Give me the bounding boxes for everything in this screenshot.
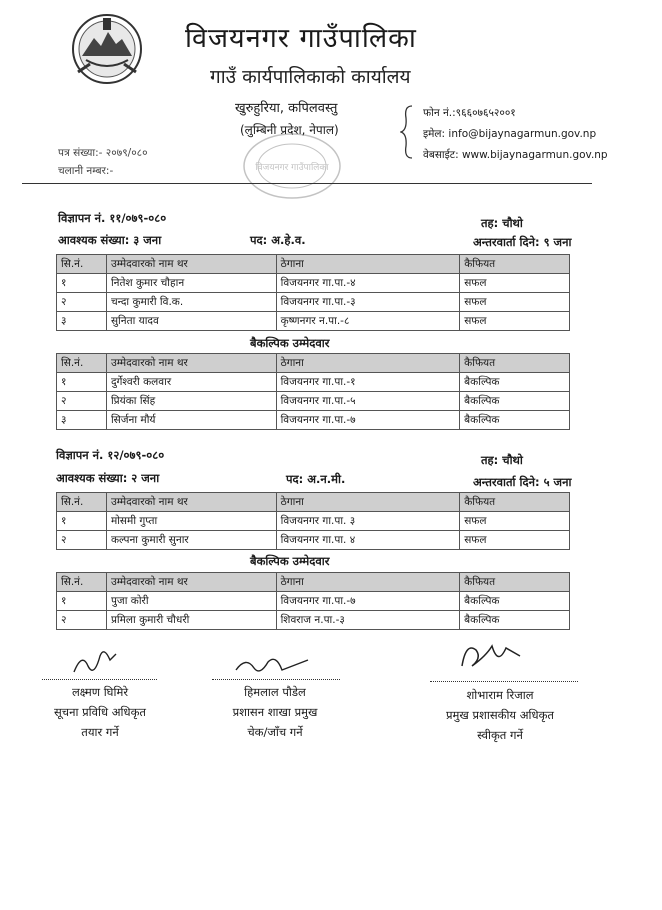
cell-address: विजयनगर गा.पा.-४ [276,274,460,293]
col-remarks: कैफियत [460,255,570,274]
reference-number: पत्र संख्या:- २०७९/०८० [58,147,148,159]
signature-line-1 [42,679,157,680]
cell-remarks: बैकल्पिक [460,373,570,392]
cell-name: दुर्गेश्वरी कलवार [106,373,276,392]
notice1-post: पद: अ.हे.व. [250,233,306,247]
cell-remarks: बैकल्पिक [460,411,570,430]
table-row [57,411,570,430]
notice1-alternate-table [56,353,570,430]
cell-name: प्रमिला कुमारी चौधरी [106,611,276,630]
cell-remarks: सफल [460,293,570,312]
cell-sn: १ [57,592,107,611]
cell-remarks: सफल [460,531,570,550]
col-name: उम्मेदवारको नाम थर [106,493,276,512]
notice2-vigyapan: विज्ञापन नं. १२/०७९-०८० [56,448,165,462]
cell-address: शिवराज न.पा.-३ [276,611,460,630]
col-address: ठेगाना [276,493,460,512]
cell-address: विजयनगर गा.पा. ३ [276,512,460,531]
cell-name: प्रियंका सिंह [106,392,276,411]
cell-remarks: बैकल्पिक [460,592,570,611]
brace-divider [400,104,414,160]
notice2-interview: अन्तरवार्ता दिने: ५ जना [473,475,572,489]
notice1-alt-heading: बैकल्पिक उम्मेदवार [250,336,330,350]
notice2-alt-heading: बैकल्पिक उम्मेदवार [250,554,330,568]
col-name: उम्मेदवारको नाम थर [106,255,276,274]
notice1-level: तह: चौथो [481,216,523,230]
notice1-required: आवश्यक संख्या: ३ जना [58,233,162,247]
notice2-result-table [56,492,570,550]
cell-name: कल्पना कुमारी सुनार [106,531,276,550]
cell-address: कृष्णनगर न.पा.-८ [276,312,460,331]
table-row [57,531,570,550]
col-address: ठेगाना [276,354,460,373]
cell-sn: २ [57,293,107,312]
notice2-required: आवश्यक संख्या: २ जना [56,471,160,485]
cell-remarks: बैकल्पिक [460,392,570,411]
col-remarks: कैफियत [460,493,570,512]
table-row [57,592,570,611]
signer1-action: तयार गर्ने [81,725,119,739]
table-row [57,312,570,331]
cell-remarks: बैकल्पिक [460,611,570,630]
cell-sn: २ [57,392,107,411]
notice1-interview: अन्तरवार्ता दिने: ९ जना [473,235,572,249]
notice2-level: तह: चौथो [481,453,523,467]
cell-remarks: सफल [460,312,570,331]
contact-email: इमेल: info@bijaynagarmun.gov.np [423,128,597,140]
table-row [57,373,570,392]
cell-sn: १ [57,512,107,531]
signature-scribble-3 [456,636,524,680]
col-remarks: कैफियत [460,354,570,373]
cell-remarks: सफल [460,274,570,293]
cell-address: विजयनगर गा.पा.-७ [276,592,460,611]
table-row [57,293,570,312]
cell-name: चन्दा कुमारी वि.क. [106,293,276,312]
col-sn: सि.नं. [57,354,107,373]
stamp-text: विजयनगर गाउँपालिका [255,163,329,173]
table-header-row [57,354,570,373]
col-remarks: कैफियत [460,573,570,592]
cell-address: विजयनगर गा.पा.-७ [276,411,460,430]
signer2-action: चेक/जाँच गर्ने [247,725,303,739]
signer2-name: हिमलाल पौडेल [244,685,306,699]
contact-phone: फोन नं.:९६६०७६५२००१ [423,107,516,119]
cell-remarks: सफल [460,512,570,531]
col-sn: सि.नं. [57,255,107,274]
signature-scribble-1 [70,642,120,682]
notice1-vigyapan: विज्ञापन नं. ११/०७९-०८० [58,211,167,225]
header-divider [22,183,592,184]
address-line-1: खुरुहुरिया, कपिलवस्तु [235,101,338,116]
table-header-row [57,255,570,274]
signature-line-2 [212,679,340,680]
table-row [57,392,570,411]
signer1-role: सूचना प्रविधि अधिकृत [54,705,146,719]
notice2-alternate-table [56,572,570,630]
signature-scribble-2 [232,652,312,682]
cell-address: विजयनगर गा.पा.-१ [276,373,460,392]
table-row [57,611,570,630]
municipality-title: विजयनगर गाउँपालिका [185,23,417,54]
col-name: उम्मेदवारको नाम थर [106,354,276,373]
cell-sn: १ [57,373,107,392]
notice1-result-table [56,254,570,331]
signer2-role: प्रशासन शाखा प्रमुख [232,705,318,719]
address-line-2: (लुम्बिनी प्रदेश, नेपाल) [240,123,339,137]
contact-website: वेबसाईट: www.bijaynagarmun.gov.np [423,149,608,161]
faded-stamp-seal [240,130,345,202]
dispatch-number: चलानी नम्बर:- [58,165,114,177]
col-address: ठेगाना [276,255,460,274]
notice2-post: पद: अ.न.मी. [286,472,346,486]
cell-name: पुजा कोरी [106,592,276,611]
table-header-row [57,493,570,512]
col-sn: सि.नं. [57,573,107,592]
cell-sn: २ [57,531,107,550]
cell-sn: ३ [57,411,107,430]
cell-name: सुनिता यादव [106,312,276,331]
cell-address: विजयनगर गा.पा. ४ [276,531,460,550]
cell-address: विजयनगर गा.पा.-३ [276,293,460,312]
cell-sn: १ [57,274,107,293]
nepal-emblem-logo [70,12,144,86]
cell-name: मोसमी गुप्ता [106,512,276,531]
signer3-action: स्वीकृत गर्ने [477,728,523,742]
cell-sn: ३ [57,312,107,331]
table-row [57,274,570,293]
office-subtitle: गाउँ कार्यपालिकाको कार्यालय [210,66,411,88]
col-address: ठेगाना [276,573,460,592]
signer3-role: प्रमुख प्रशासकीय अधिकृत [446,708,554,722]
signer3-name: शोभाराम रिजाल [466,688,534,702]
cell-name: सिर्जना मौर्य [106,411,276,430]
cell-name: नितेश कुमार चौहान [106,274,276,293]
col-sn: सि.नं. [57,493,107,512]
signer1-name: लक्ष्मण घिमिरे [71,685,129,699]
col-name: उम्मेदवारको नाम थर [106,573,276,592]
table-header-row [57,573,570,592]
cell-sn: २ [57,611,107,630]
table-row [57,512,570,531]
cell-address: विजयनगर गा.पा.-५ [276,392,460,411]
signature-line-3 [430,681,578,682]
